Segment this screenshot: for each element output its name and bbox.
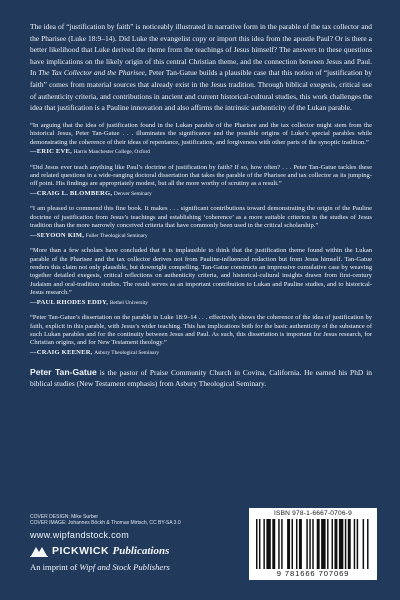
cover-design-credit: COVER DESIGN: Mike Surber [30,514,99,520]
endorsement-quote: “Peter Tan-Gatue’s dissertation on the parable in Luke 18:9–14 . . . effectively shows the coherence of the idea of justification by faith, explicit in this parable, with Jesus’s wider teaching. This has implications both for the basic authenticity of the substance of such Lukan parables and for the continuity between Jesus and Paul. As such, this dissertation is important for Jesus research, for Christian origins, and for New Testament theology.” [30,314,372,347]
endorsement-quote: “Did Jesus ever teach anything like Paul’s doctrine of justification by faith? If so, how often? . . . Peter Tan-Gatue tackles these and related questions in a wide-ranging doctoral dissertation that takes the parable of the Pharisee and tax collector as its jumping-off point. His findings are appropriately modest, but all the more worthy of scrutiny as a result.” [30,163,372,188]
endorser-name: —ERIC EVE, [30,147,72,155]
main-text-column [30,21,372,389]
endorsement-blomberg [30,164,372,199]
endorser-affiliation: Harris Manchester College, Oxford [73,148,150,155]
author-name: Peter Tan-Gatue [30,366,97,377]
endorsement-attribution [30,298,372,308]
pickwick-logo-icon [30,545,48,557]
imprint-name: Wipf and Stock Publishers [79,562,170,572]
endorsement-keener [30,314,372,358]
isbn-barcode [256,519,370,569]
endorsement-quote: “More than a few scholars have concluded that it is implausible to think that the justification theme found within the Lukan parable of the Pharisee and the tax collector derives not from Pauline-influenced redaction but from Jesus himself. Tan-Gatue renders this claim not only plausible, but downright compelling. Tan-Gatue constructs an impressive cumulative case by weaving together detailed exegesis, critical reflections on authenticity criteria, and historical-cultural insights drawn from first-century Judaism and oral-tradition studies. The result serves as an important contribution to Lukan and Pauline studies, and to historical-Jesus research.” [30,247,372,297]
endorsement-quote: “In arguing that the idea of justification found in the Lukan parable of the Pharisee and the tax collector might stem from the historical Jesus, Peter Tan-Gatue . . . illuminates the significance and the possible origins of Luke’s special parables while demonstrating the coherence of their ideas of repentance, justification, and forgiveness with other parts of the synoptic tradition.” [30,121,372,146]
endorsement-eddy [30,247,372,307]
endorser-name: —PAUL RHODES EDDY, [30,298,109,306]
imprint-line [30,562,170,572]
intro-text-part2: , Peter Tan-Gatue builds a plausible case that this notion of “justification by faith” comes from material sources that already exist in the Jesus tradition. Through biblical exegesis, critical use of authenticity criteria, and contributions in ancient and current historical-cultural studies, this work challenges the idea that justification is a Pauline innovation and also affirms the intrinsic authenticity of the Lukan parable. [30,68,372,113]
endorsement-attribution [30,147,372,157]
endorsement-attribution [30,231,372,241]
author-bio-text: is the pastor of Praise Community Church in Covina, California. He earned his PhD in biblical studies (New Testament emphasis) from Asbury Theological Seminary. [30,367,372,388]
barcode-number: 9 781666 707069 [276,569,350,578]
publisher-prefix: PICKWICK [52,545,110,557]
endorser-affiliation: Asbury Theological Seminary [94,349,160,356]
publisher-website: www.wipfandstock.com [30,530,130,540]
imprint-prefix: An imprint of [30,562,80,572]
barcode-box [249,508,377,580]
publisher-logo-row [30,545,169,557]
endorsement-attribution [30,189,372,199]
cover-credits [30,514,181,526]
intro-text-part1: The idea of “justification by faith” is noticeably illustrated in narrative form in the parable of the tax collector and the Pharisee (Luke 18:9–14). Did Luke the evangelist copy or import this idea from the apostle Paul? Or is there a better likelihood that Luke derived the theme from the teachings of Jesus himself? The answers to these questions have implications on the likely origin of this central Christian theme, and the connection between Jesus and Paul. In [30,22,372,78]
publisher-suffix: Publications [112,545,170,557]
endorsements [30,122,372,358]
author-bio [30,367,372,389]
endorser-affiliation: Bethel University [109,299,149,306]
publisher-name [52,545,169,557]
book-title-italic: The Tax Collector and the Pharisee [38,68,145,78]
endorser-name: —SEYOON KIM, [30,231,85,239]
endorsement-attribution [30,348,372,358]
cover-image-credit: COVER IMAGE: Johannes Böckh & Thomas Mirtsch, CC BY-SA 3.0 [30,520,181,527]
endorsement-quote: “I am pleased to commend this fine book. It makes . . . significant contributions toward demonstrating the origin of the Pauline doctrine of justification from Jesus’s teachings and establishing ‘coherence’ as a more suitable criterion in the studies of Jesus tradition than the more narrowly conceived criteria that have commonly been used in the critical scholarship.” [30,205,372,230]
endorsement-eve [30,122,372,157]
endorser-affiliation: Denver Seminary [113,190,152,197]
endorsement-kim [30,205,372,240]
endorser-affiliation: Fuller Theological Seminary [85,232,148,239]
isbn-label: ISBN 978-1-6667-0706-9 [273,510,353,517]
endorser-name: —CRAIG KEENER, [30,348,93,356]
intro-paragraph [30,21,372,114]
endorser-name: —CRAIG L. BLOMBERG, [30,189,113,197]
